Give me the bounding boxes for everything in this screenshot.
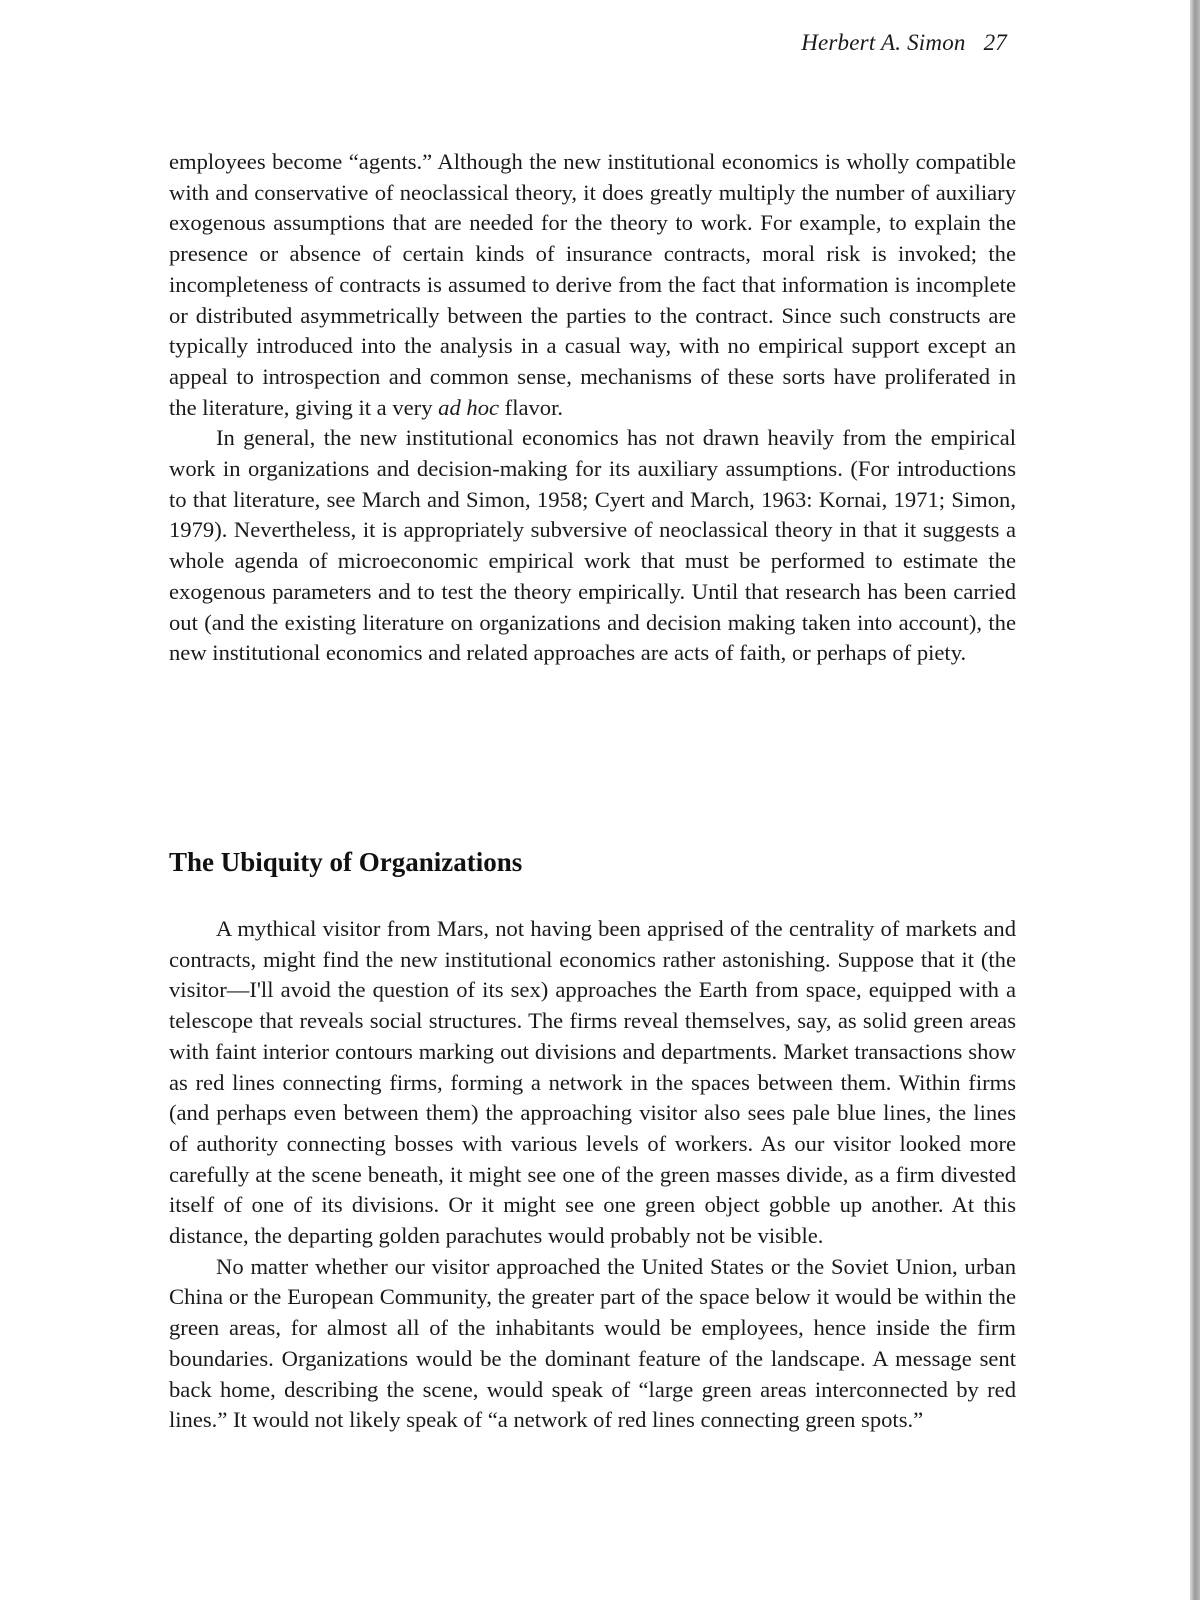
running-header [801,30,1007,56]
paragraph-3: A mythical visitor from Mars, not having been apprised of the centrality of markets and contracts, might find the new institutional economics rather astonishing. Suppose that it (the visitor—I'll avoid the question of its sex) approaches the Earth from space, equipped with a telescope that reveals social structures. The firms reveal themselves, say, as solid green areas with faint interior contours marking out divisions and departments. Market transactions show as red lines connecting firms, forming a network in the spaces between them. Within firms (and perhaps even between them) the approaching visitor also sees pale blue lines, the lines of authority connecting bosses with various levels of workers. As our visitor looked more carefully at the scene beneath, it might see one of the green masses divide, as a firm divested itself of one of its divisions. Or it might see one green object gobble up another. At this distance, the departing golden parachutes would probably not be visible. [169,916,1016,1249]
paragraph-1 [169,147,1016,423]
section-two-body [169,914,1016,1436]
header-author: Herbert A. Simon [801,30,966,55]
page-number: 27 [983,30,1007,55]
page-edge-shadow [1190,0,1200,1600]
section-one-body [169,147,1016,669]
paragraph-1-text-end: flavor. [499,394,564,420]
paragraph-1-text-start: employees become “agents.” Although the new institutional economics is wholly compatible with and conservative of neoclassical theory, it does greatly multiply the number of auxiliary exogenous assumptions that are needed for the theory to work. For example, to explain the presence or absence of certain kinds of insurance contracts, moral risk is invoked; the incompleteness of contracts is assumed to derive from the fact that information is incomplete or distributed asymmetrically between the parties to the contract. Since such constructs are typically introduced into the analysis in a casual way, with no empirical support except an appeal to introspection and common sense, mechanisms of these sorts have proliferated in the literature, giving it a very [169,149,1016,420]
section-heading: The Ubiquity of Organizations [169,847,523,877]
paragraph-1-italic-term: ad hoc [438,394,500,420]
paragraph-2: In general, the new institutional economics has not drawn heavily from the empirical work in organizations and decision-making for its auxiliary assumptions. (For introductions to that literature, see March and Simon, 1958; Cyert and March, 1963: Kornai, 1971; Simon, 1979). Nevertheless, it is appropriately subversive of neoclassical theory in that it suggests a whole agenda of microeconomic empirical work that must be performed to estimate the exogenous parameters and to test the theory empirically. Until that research has been carried out (and the existing literature on organizations and decision making taken into account), the new institutional economics and related approaches are acts of faith, or perhaps of piety. [169,425,1016,666]
paragraph-4: No matter whether our visitor approached the United States or the Soviet Union, urban China or the European Community, the greater part of the space below it would be within the green areas, for almost all of the inhabitants would be employees, hence inside the firm boundaries. Organizations would be the dominant feature of the landscape. A message sent back home, describing the scene, would speak of “large green areas interconnected by red lines.” It would not likely speak of “a network of red lines connecting green spots.” [169,1253,1016,1433]
